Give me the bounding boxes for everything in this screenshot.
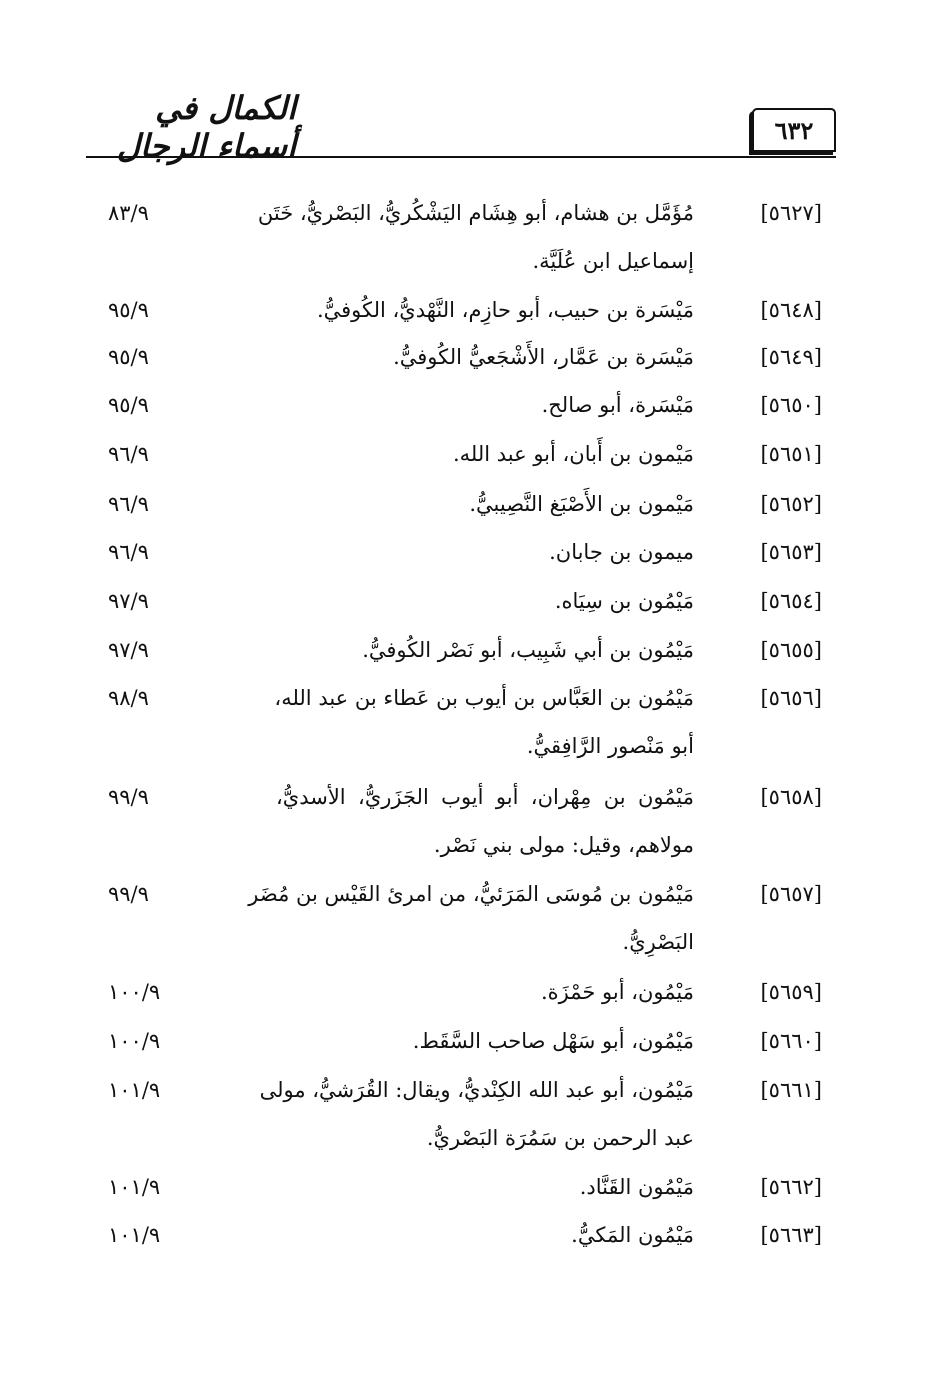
entry-number: [٥٦٤٨] bbox=[760, 298, 822, 322]
entry-text-line1: مَيْمُون المَكيُّ. bbox=[571, 1223, 694, 1247]
entry-text-line1: مَيْمُون، أبو سَهْل صاحب السَّقَط. bbox=[412, 1029, 694, 1053]
entry-reference: ٩٦/٩ bbox=[108, 442, 149, 466]
entry-reference: ١٠١/٩ bbox=[108, 1078, 161, 1102]
entry-number: [٥٦٥٤] bbox=[760, 589, 822, 613]
entry-text-line1: مَيْمُون بن أبي شَبِيب، أبو نَصْر الكُوفيُّ. bbox=[362, 638, 694, 662]
entry-reference: ٩٩/٩ bbox=[108, 785, 149, 809]
entry-reference: ١٠٠/٩ bbox=[108, 1029, 161, 1053]
entry-text-line1: مَيْمُون القَنَّاد. bbox=[579, 1175, 694, 1199]
entry-text-line1: مَيْمُون بن مُوسَى المَرَئيُّ، من امرئ القَيْس بن مُضَر bbox=[248, 882, 694, 906]
entry-reference: ٩٥/٩ bbox=[108, 298, 149, 322]
entry-text-line1: مَيْمون بن الأَصْبَغ النَّصِيبيُّ. bbox=[469, 492, 694, 516]
entry-number: [٥٦٥٩] bbox=[760, 980, 822, 1004]
entry-number: [٥٦٥٧] bbox=[760, 882, 822, 906]
entry-text-line1: مَيْسَرة، أبو صالح. bbox=[541, 393, 694, 417]
entry-reference: ٩٩/٩ bbox=[108, 882, 149, 906]
entry-number: [٥٦٥٨] bbox=[760, 785, 822, 809]
entry-reference: ٩٧/٩ bbox=[108, 589, 149, 613]
entry-text-line2: أبو مَنْصور الرَّافِقيُّ. bbox=[526, 734, 694, 758]
entry-number: [٥٦٦١] bbox=[760, 1078, 822, 1102]
book-title: الكمال في أسماء الرجال bbox=[116, 89, 296, 165]
entry-text-line1: مَيْمون بن أَبان، أبو عبد الله. bbox=[452, 442, 694, 466]
entry-text-line1: ميمون بن جابان. bbox=[549, 540, 694, 564]
entry-number: [٥٦٥٦] bbox=[760, 686, 822, 710]
entry-number: [٥٦٦٠] bbox=[760, 1029, 822, 1053]
entry-text-line1: مَيْسَرة بن عَمَّار، الأَشْجَعيُّ الكُوفيُّ. bbox=[393, 345, 694, 369]
entry-number: [٥٦٥١] bbox=[760, 442, 822, 466]
entry-number: [٥٦٥٣] bbox=[760, 540, 822, 564]
entry-number: [٥٦٢٧] bbox=[760, 201, 822, 225]
entry-reference: ١٠١/٩ bbox=[108, 1175, 161, 1199]
entry-reference: ١٠١/٩ bbox=[108, 1223, 161, 1247]
entry-reference: ٩٧/٩ bbox=[108, 638, 149, 662]
entry-text-line2: مولاهم، وقيل: مولى بني نَصْر. bbox=[433, 833, 694, 857]
entry-number: [٥٦٦٣] bbox=[760, 1223, 822, 1247]
entry-number: [٥٦٥٢] bbox=[760, 492, 822, 516]
entry-number: [٥٦٦٢] bbox=[760, 1175, 822, 1199]
entry-reference: ٩٦/٩ bbox=[108, 492, 149, 516]
entry-reference: ٩٦/٩ bbox=[108, 540, 149, 564]
entry-text-line1: مَيْسَرة بن حبيب، أبو حازِم، النَّهْديُّ، الكُوفيُّ. bbox=[316, 298, 694, 322]
entry-reference: ١٠٠/٩ bbox=[108, 980, 161, 1004]
entry-text-line1: مَيْمُون بن العَبَّاس بن أيوب بن عَطاء بن عبد الله، bbox=[274, 686, 694, 710]
entry-text-line1: مَيْمُون بن سِيَاه. bbox=[554, 589, 694, 613]
entry-reference: ٩٥/٩ bbox=[108, 345, 149, 369]
page-number: ٦٣٢ bbox=[774, 115, 814, 145]
entry-number: [٥٦٥٠] bbox=[760, 393, 822, 417]
entry-number: [٥٦٤٩] bbox=[760, 345, 822, 369]
entry-text-line1: مَيْمُون بن مِهْران، أبو أيوب الجَزَريُّ، الأسديُّ، bbox=[276, 785, 694, 809]
entry-text-line1: مَيْمُون، أبو عبد الله الكِنْديُّ، ويقال: القُرَشيُّ، مولى bbox=[259, 1078, 694, 1102]
entry-reference: ٩٨/٩ bbox=[108, 686, 149, 710]
entry-reference: ٩٥/٩ bbox=[108, 393, 149, 417]
entry-reference: ٨٣/٩ bbox=[108, 201, 149, 225]
entry-text-line1: مُؤَمَّل بن هشام، أبو هِشَام اليَشْكُريُّ، البَصْريُّ، خَتَن bbox=[257, 201, 694, 225]
entry-number: [٥٦٥٥] bbox=[760, 638, 822, 662]
entry-text-line2: عبد الرحمن بن سَمُرَة البَصْريُّ. bbox=[426, 1126, 694, 1150]
entry-text-line1: مَيْمُون، أبو حَمْزَة. bbox=[540, 980, 694, 1004]
entry-text-line2: البَصْرِيُّ. bbox=[622, 930, 694, 954]
entry-text-line2: إسماعيل ابن عُلَيَّة. bbox=[532, 249, 694, 273]
